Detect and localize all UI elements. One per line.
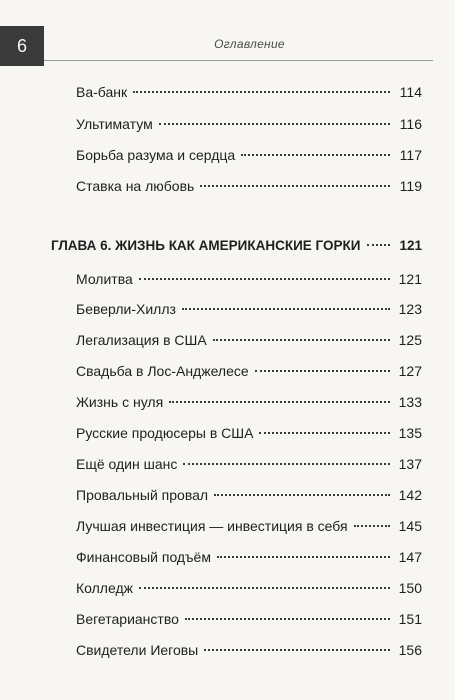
toc-entry (76, 641, 422, 659)
toc-entry (76, 177, 422, 195)
toc-entry (76, 115, 422, 133)
dot-leader (259, 432, 390, 434)
dot-leader (214, 494, 390, 496)
dot-leader (217, 556, 390, 558)
toc-entry-title: Колледж (76, 580, 133, 596)
toc-entry-page: 116 (399, 116, 422, 132)
dot-leader (204, 649, 390, 651)
toc-entry-title: Легализация в США (76, 332, 207, 348)
dot-leader (241, 154, 390, 156)
toc-entry (76, 146, 422, 164)
header-rule (44, 60, 433, 61)
dot-leader (185, 618, 390, 620)
dot-leader (255, 370, 390, 372)
toc-entry-page: 145 (398, 518, 422, 534)
toc-entry-title: Молитва (76, 271, 133, 287)
toc-entry-title: Лучшая инвестиция — инвестиция в себя (76, 518, 348, 534)
toc-entry-page: 151 (398, 611, 422, 627)
dot-leader (139, 278, 390, 280)
toc-entry-page: 147 (398, 549, 422, 565)
toc-entry (76, 270, 422, 288)
toc-entry (76, 486, 422, 504)
toc-entry (76, 424, 422, 442)
chapter-title: ГЛАВА 6. ЖИЗНЬ КАК АМЕРИКАНСКИЕ ГОРКИ (51, 238, 361, 253)
toc-entry-title: Ва-банк (76, 84, 128, 100)
dot-leader (169, 401, 390, 403)
toc-entry-page: 119 (399, 178, 422, 194)
dot-leader (183, 463, 390, 465)
dot-leader (354, 525, 390, 527)
toc-entry-title: Жизнь с нуля (76, 394, 164, 410)
page-number: 6 (0, 26, 44, 66)
toc-entry-page: 142 (398, 487, 422, 503)
toc-entry (76, 83, 422, 101)
toc-entry (76, 517, 422, 535)
running-title: Оглавление (214, 37, 285, 51)
toc-entry-page: 114 (399, 84, 422, 100)
toc-entry-title: Борьба разума и сердца (76, 147, 236, 163)
toc-entry-title: Свидетели Иеговы (76, 642, 199, 658)
chapter-page: 121 (399, 238, 422, 253)
toc-entry-title: Вегетарианство (76, 611, 179, 627)
toc-chapter-heading (51, 237, 422, 255)
toc-entry (76, 331, 422, 349)
dot-leader (133, 91, 390, 93)
toc-entry (76, 548, 422, 566)
toc-entry (76, 579, 422, 597)
toc-entry-page: 137 (398, 456, 422, 472)
toc-entry-title: Ставка на любовь (76, 178, 195, 194)
toc-entry (76, 393, 422, 411)
toc-entry (76, 300, 422, 318)
dot-leader (367, 244, 391, 246)
toc-entry-page: 135 (398, 425, 422, 441)
toc-entry-page: 150 (398, 580, 422, 596)
toc-entry (76, 455, 422, 473)
dot-leader (200, 185, 390, 187)
toc-entry-title: Беверли-Хиллз (76, 301, 176, 317)
toc-entry-page: 133 (398, 394, 422, 410)
toc-entry-title: Ещё один шанс (76, 456, 178, 472)
toc-entry-title: Свадьба в Лос-Анджелесе (76, 363, 249, 379)
toc-entry-page: 125 (398, 332, 422, 348)
toc-entry-page: 127 (398, 363, 422, 379)
toc-entry-title: Русские продюсеры в США (76, 425, 254, 441)
dot-leader (182, 308, 390, 310)
toc-entry-page: 156 (398, 642, 422, 658)
toc-entry-page: 123 (398, 301, 422, 317)
dot-leader (159, 123, 390, 125)
toc-entry (76, 610, 422, 628)
toc-entry-title: Финансовый подъём (76, 549, 211, 565)
toc-entry-title: Ультиматум (76, 116, 153, 132)
toc-entry-page: 117 (399, 147, 422, 163)
toc-entry-page: 121 (398, 271, 422, 287)
toc-entry (76, 362, 422, 380)
dot-leader (139, 587, 390, 589)
toc-entry-title: Провальный провал (76, 487, 209, 503)
dot-leader (213, 339, 390, 341)
